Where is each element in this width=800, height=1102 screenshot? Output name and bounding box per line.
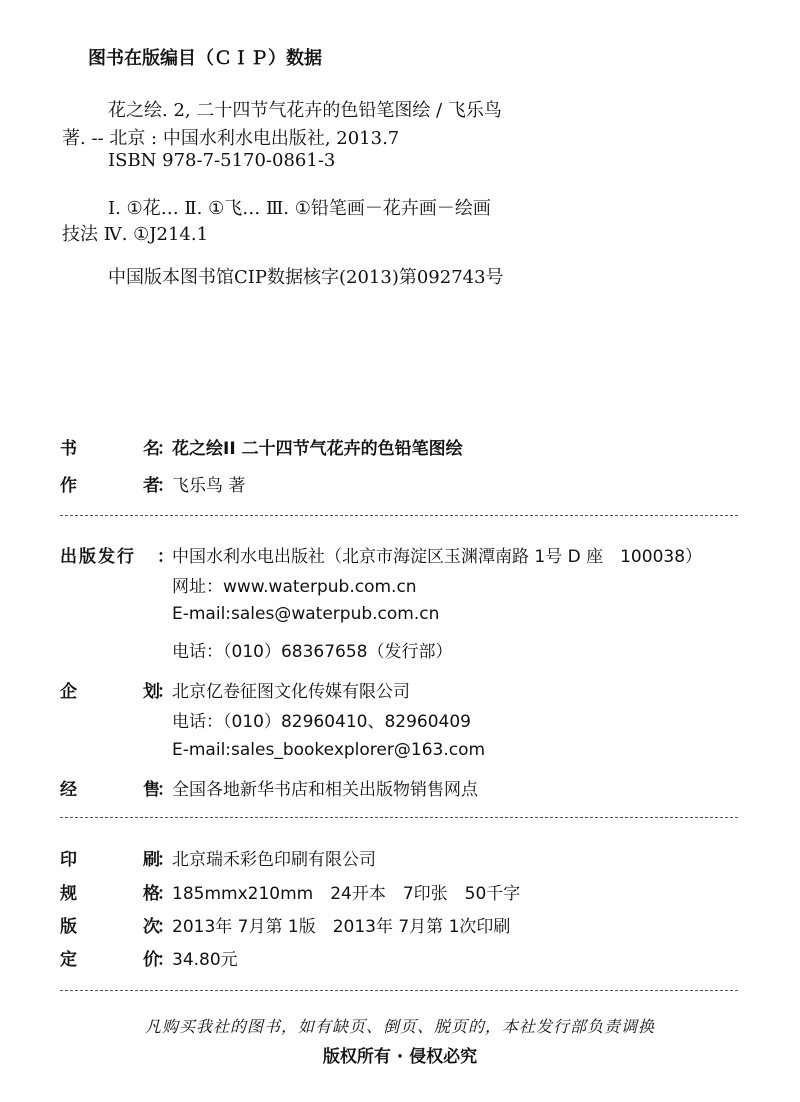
printer-label: 印 刷 ：	[60, 850, 174, 870]
planner-phone: 电话：（010）82960410、82960409	[172, 712, 472, 732]
planner-label: 企 划 ：	[60, 682, 174, 702]
cip-line-4: Ⅰ. ①花… Ⅱ. ①飞… Ⅲ. ①铅笔画－花卉画－绘画	[108, 198, 491, 219]
price-label: 定 价 ：	[60, 950, 174, 970]
publisher-label: 出版发行 ：	[60, 547, 174, 567]
publisher-line-1: 中国水利水电出版社（北京市海淀区玉渊潭南路 1号 D 座 100038）	[172, 547, 703, 567]
cip-line-5: 技法 Ⅳ. ①J214.1	[62, 224, 209, 245]
spec-label: 规 格 ：	[60, 884, 174, 904]
cip-line-1: 花之绘. 2, 二十四节气花卉的色铅笔图绘 / 飞乐鸟	[108, 100, 502, 121]
cip-title: 图书在版编目（ＣＩＰ）数据	[88, 48, 322, 69]
publisher-phone: 电话：（010）68367658（发行部）	[172, 642, 453, 662]
cip-line-6: 中国版本图书馆CIP数据核字(2013)第092743号	[108, 267, 504, 288]
cip-line-2: 著. -- 北京 : 中国水利水电出版社, 2013.7	[62, 128, 400, 149]
divider	[60, 990, 738, 991]
return-notice: 凡购买我社的图书，如有缺页、倒页、脱页的，本社发行部负责调换	[144, 1017, 655, 1036]
book-name-value: 花之绘II 二十四节气花卉的色铅笔图绘	[172, 439, 463, 459]
copyright-notice: 版权所有 · 侵权必究	[322, 1047, 478, 1067]
divider	[60, 817, 738, 818]
cip-line-3: ISBN 978-7-5170-0861-3	[108, 150, 336, 171]
author-label: 作 者 ：	[60, 476, 174, 496]
author-value: 飞乐鸟 著	[172, 476, 246, 496]
printer-value: 北京瑞禾彩色印刷有限公司	[172, 850, 376, 870]
publisher-website: 网址：www.waterpub.com.cn	[172, 577, 417, 597]
publisher-email: E-mail:sales@waterpub.com.cn	[172, 604, 440, 624]
planner-company: 北京亿卷征图文化传媒有限公司	[172, 682, 410, 702]
book-name-label: 书 名 ：	[60, 439, 174, 459]
seller-label: 经 售 ：	[60, 780, 174, 800]
edition-label: 版 次 ：	[60, 917, 174, 937]
divider	[60, 515, 738, 516]
edition-value: 2013年 7月第 1版 2013年 7月第 1次印刷	[172, 917, 511, 937]
price-value: 34.80元	[172, 950, 238, 970]
seller-value: 全国各地新华书店和相关出版物销售网点	[172, 780, 478, 800]
spec-value: 185mmx210mm 24开本 7印张 50千字	[172, 884, 521, 904]
planner-email: E-mail:sales_bookexplorer@163.com	[172, 740, 486, 760]
